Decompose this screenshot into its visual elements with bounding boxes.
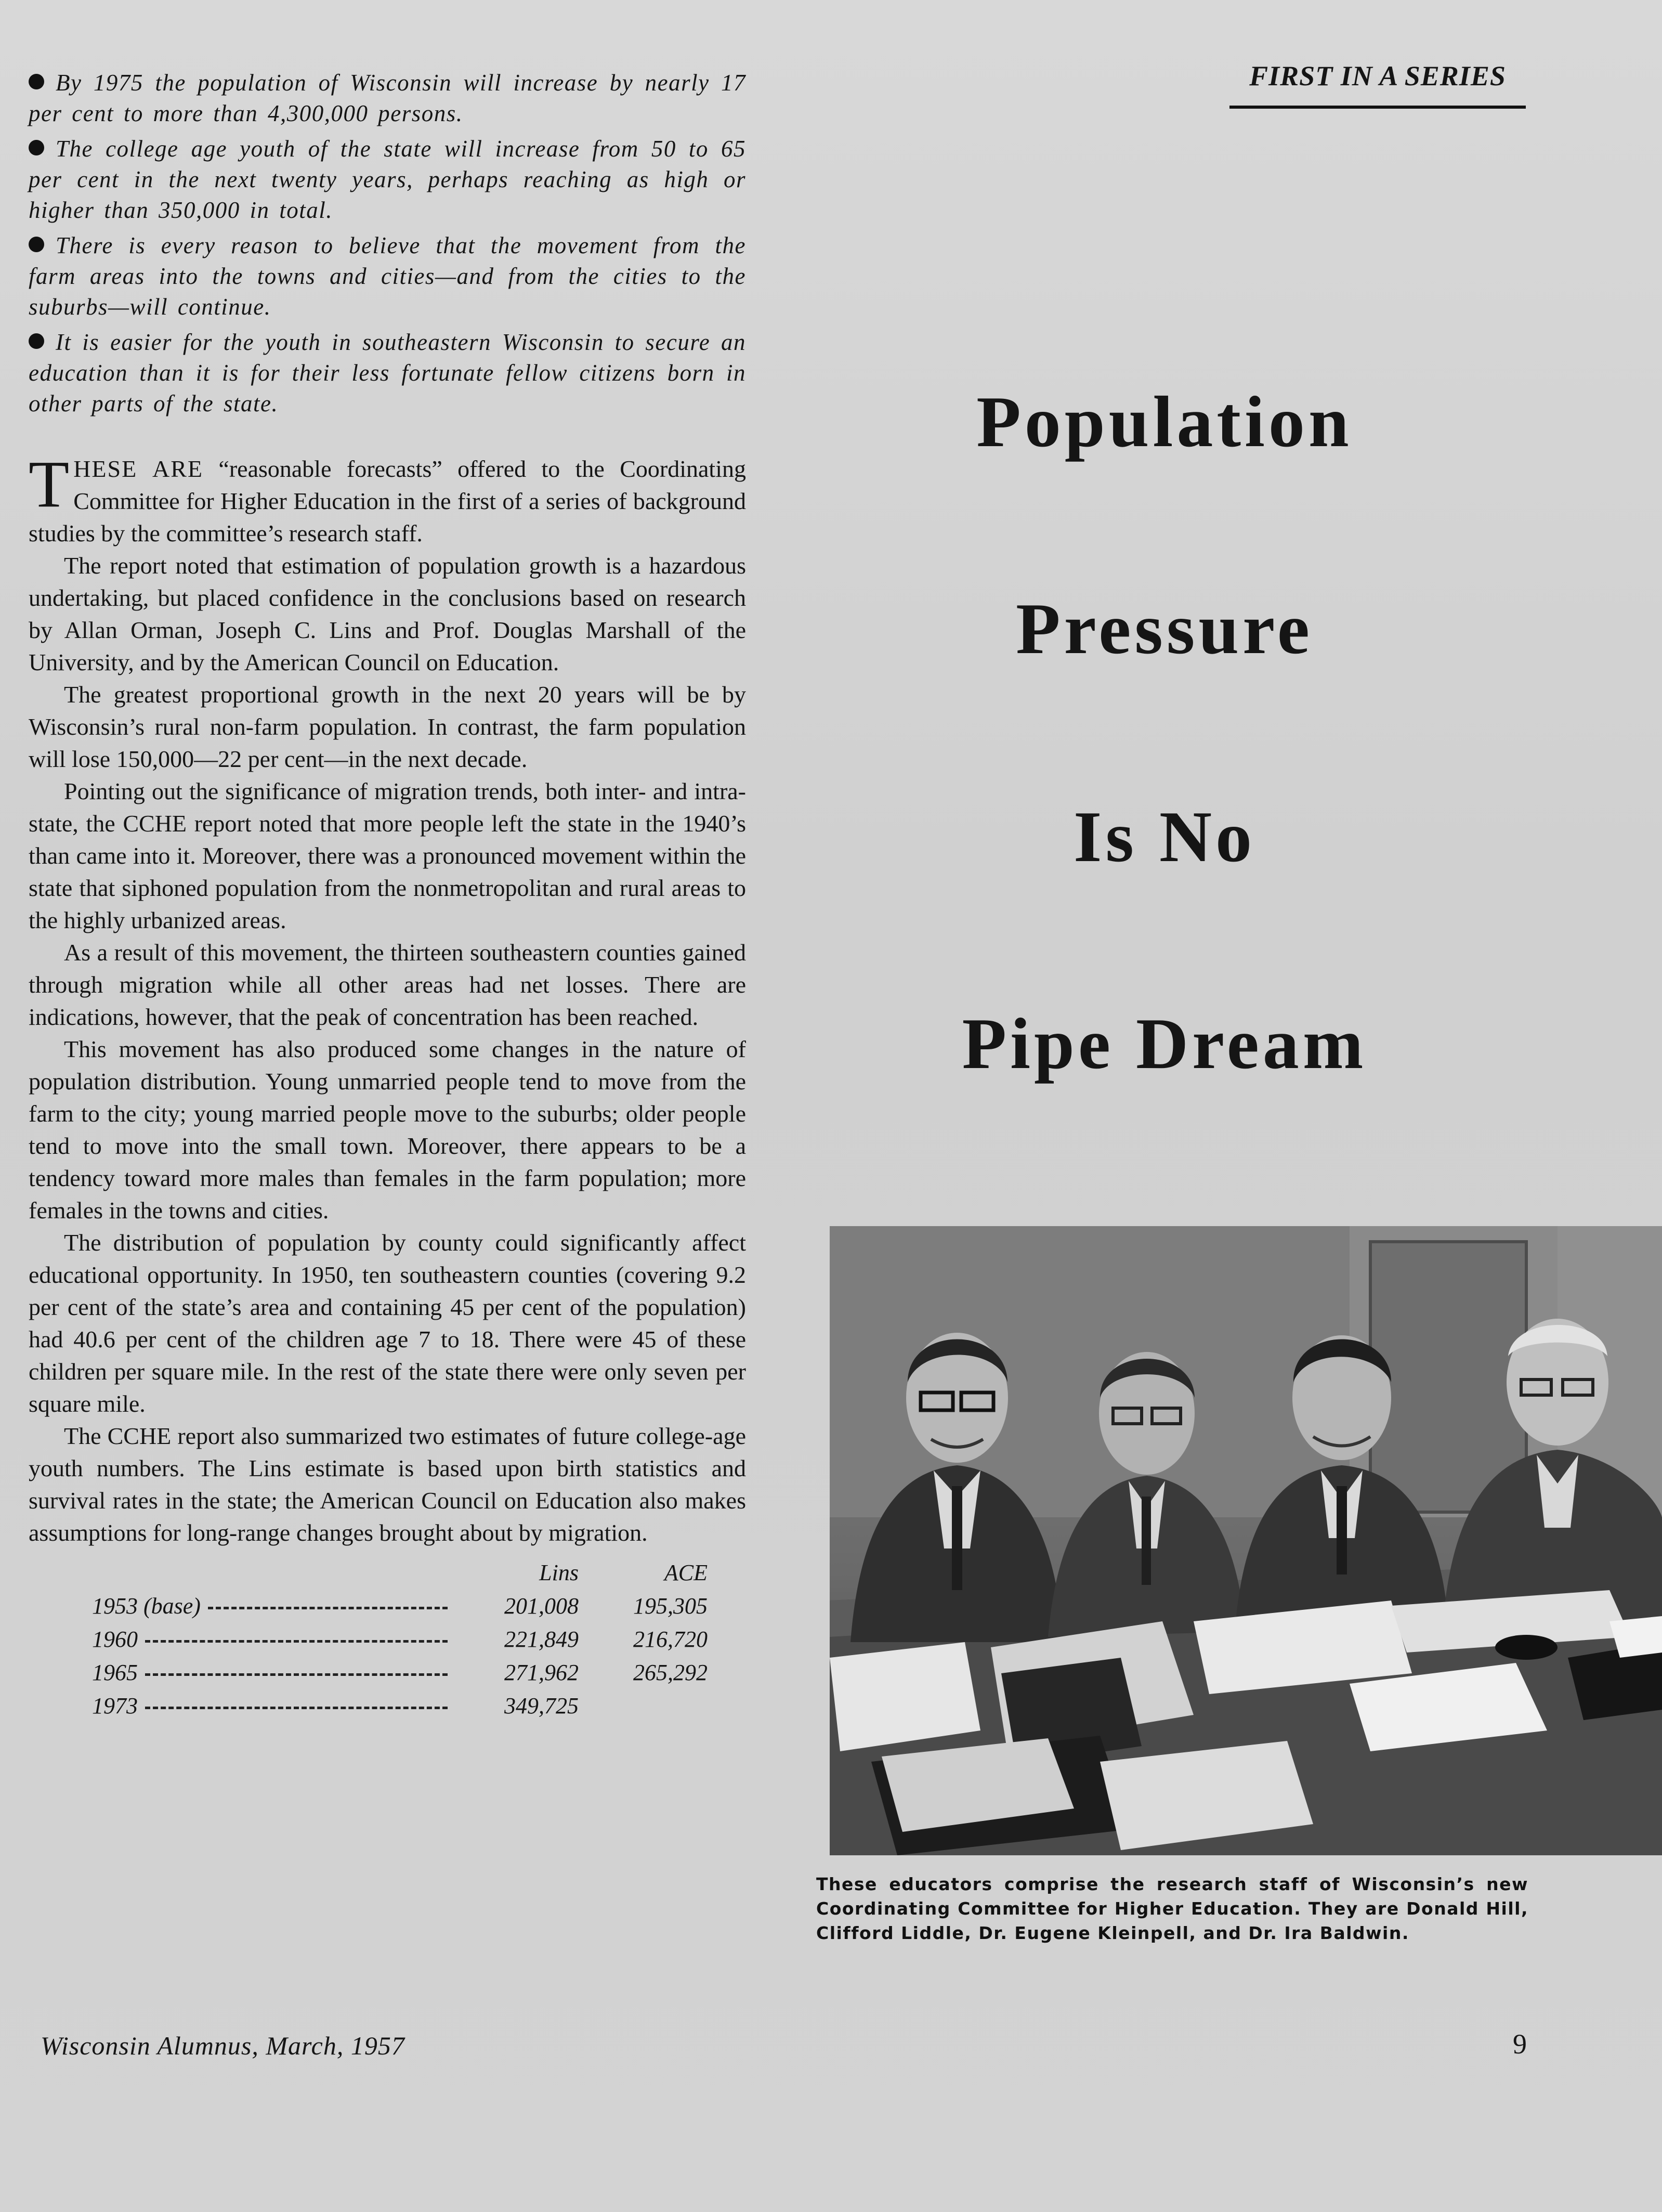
article-paragraph: The greatest proportional growth in the next 20 years will be by Wisconsin’s rural non-farm population. In contrast, the farm population will lose 150,000—22 per cent—in the next decade. — [29, 681, 746, 772]
forecast-bullets — [29, 68, 746, 419]
bullet-text: There is every reason to believe that the movement from the farm areas into the towns and cities—and from the cities to the suburbs—will continue. — [29, 232, 746, 320]
table-row — [29, 1623, 746, 1656]
publication-footer: Wisconsin Alumnus, March, 1957 — [41, 2031, 405, 2060]
bullet-text: It is easier for the youth in southeastern Wisconsin to secure an education than it is for their less fortunate fellow citizens born in other parts of the state. — [29, 329, 746, 417]
table-header-ace: ACE — [664, 1560, 708, 1585]
article-paragraph: The CCHE report also summarized two estimates of future college-age youth numbers. The Lins estimate is based upon birth statistics and survival rates in the state; the American Council on Education also makes assumptions for long-range changes brought about by migration. — [29, 1423, 746, 1546]
table-row — [29, 1656, 746, 1689]
table-row — [29, 1590, 746, 1623]
drop-cap: T — [29, 447, 70, 521]
headline-line: Pressure — [1016, 589, 1313, 669]
table-cell-ace: 216,720 — [633, 1627, 708, 1652]
dotted-leader — [145, 1640, 448, 1643]
bullet-dot-icon — [29, 333, 44, 349]
headline-line: Is No — [1073, 797, 1256, 877]
bullet-item — [29, 68, 746, 129]
dotted-leader — [145, 1707, 448, 1709]
table-cell-year: 1973 — [92, 1693, 138, 1719]
table-cell-ace: 265,292 — [633, 1660, 708, 1685]
lead-caps: HESE ARE — [73, 456, 204, 482]
dotted-leader — [145, 1673, 448, 1676]
table-cell-lins: 271,962 — [504, 1660, 579, 1685]
group-photo-illustration — [830, 1226, 1662, 1855]
table-row — [29, 1689, 746, 1723]
photo-caption: These educators comprise the research staff of Wisconsin’s new Coordinating Committee for Higher Education. They are Donald Hill, Clifford Liddle, Dr. Eugene Kleinpell, and Dr. Ira Baldwin. — [816, 1874, 1528, 1943]
bullet-text: By 1975 the population of Wisconsin will increase by nearly 17 per cent to more than 4,300,000 persons. — [29, 70, 746, 126]
group-photo — [830, 1226, 1662, 1855]
article-paragraph: The report noted that estimation of population growth is a hazardous undertaking, but placed confidence in the conclusions based on research by Allan Orman, Joseph C. Lins and Prof. Douglas Marshall of the University, and by the American Council on Education. — [29, 552, 746, 675]
bullet-dot-icon — [29, 237, 44, 252]
article-paragraph — [29, 447, 746, 550]
bullet-item — [29, 327, 746, 419]
bullet-item — [29, 230, 746, 322]
paragraph-text: “reasonable forecasts” offered to the Coordinating Committee for Higher Education in the first of a series of background studies by the committee’s research staff. — [29, 456, 746, 547]
bullet-text: The college age youth of the state will increase from 50 to 65 per cent in the next twenty years, perhaps reaching as high or higher than 350,000 in total. — [29, 136, 746, 223]
estimates-table — [29, 1556, 746, 1723]
table-header-lins: Lins — [539, 1560, 579, 1585]
bullet-dot-icon — [29, 74, 44, 89]
table-header-row — [29, 1556, 746, 1590]
article-paragraph: This movement has also produced some changes in the nature of population distribution. Young unmarried people tend to move from the farm to the city; young married people move to the suburbs; older people tend to move into the small town. Moreover, there appears to be a tendency toward more males than females in the farm population; more females in the towns and cities. — [29, 1036, 746, 1224]
table-cell-lins: 349,725 — [504, 1693, 579, 1719]
headline-line: Pipe Dream — [962, 1004, 1367, 1084]
table-cell-year: 1953 (base) — [92, 1593, 201, 1619]
ashtray — [1495, 1635, 1558, 1660]
article-body — [29, 447, 746, 1549]
dotted-leader — [208, 1607, 448, 1609]
table-cell-lins: 221,849 — [504, 1627, 579, 1652]
table-cell-lins: 201,008 — [504, 1593, 579, 1619]
headline-line: Population — [976, 382, 1353, 462]
bullet-dot-icon — [29, 140, 44, 155]
table-cell-year: 1960 — [92, 1627, 138, 1652]
series-label: FIRST IN A SERIES — [1229, 60, 1526, 109]
article-paragraph: As a result of this movement, the thirteen southeastern counties gained through migration while all other areas had net losses. There are indications, however, that the peak of concentration has been reached. — [29, 939, 746, 1030]
page-number: 9 — [1513, 2028, 1527, 2060]
article-paragraph: Pointing out the significance of migration trends, both inter- and intra-state, the CCHE report noted that more people left the state in the 1940’s than came into it. Moreover, there was a pronounced movement within the state that siphoned population from the nonmetropolitan and rural areas to the highly urbanized areas. — [29, 778, 746, 933]
bullet-item — [29, 134, 746, 226]
left-column — [29, 68, 746, 1723]
table-cell-year: 1965 — [92, 1660, 138, 1685]
table-cell-ace: 195,305 — [633, 1593, 708, 1619]
article-paragraph: The distribution of population by county could significantly affect educational opportunity. In 1950, ten southeastern counties (covering 9.2 per cent of the state’s area and containing 45 per cent of the population) had 40.6 per cent of the children age 7 to 18. There were 45 of these children per square mile. In the rest of the state there were only seven per square mile. — [29, 1229, 746, 1417]
